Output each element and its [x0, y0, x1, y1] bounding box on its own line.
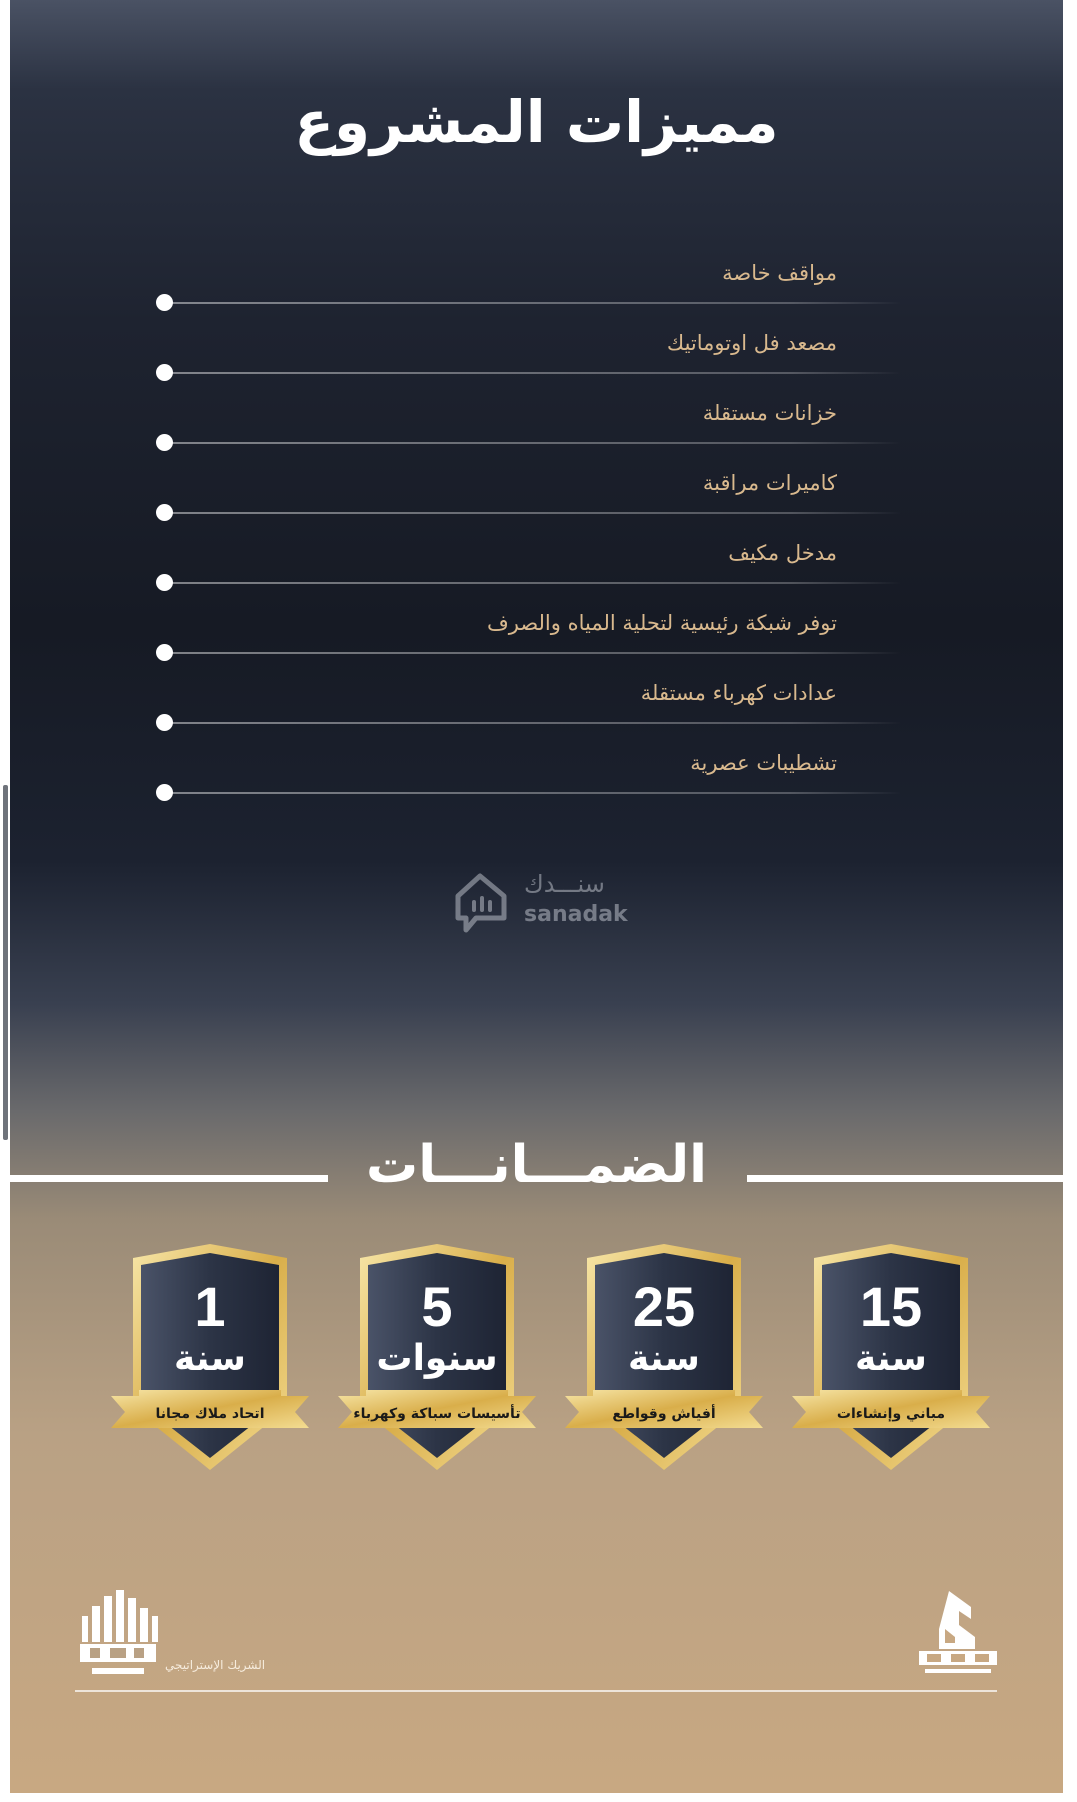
footer-divider	[75, 1690, 997, 1692]
watermark-latin: sanadak	[524, 902, 628, 927]
partner-caption: الشريك الإستراتيجي	[165, 1658, 266, 1672]
house-chat-icon	[452, 868, 512, 934]
badge-label: تأسيسات سباكة وكهرباء	[353, 1406, 521, 1422]
badge-label: أفياش وقواطع	[612, 1406, 716, 1422]
feature-label: مصعد فل اوتوماتيك	[666, 331, 837, 355]
badge-number: 25	[632, 1275, 696, 1338]
feature-label: كاميرات مراقبة	[702, 471, 837, 495]
bullet-dot	[156, 364, 173, 381]
bullet-dot	[156, 714, 173, 731]
feature-label: عدادات كهرباء مستقلة	[640, 681, 837, 705]
company-logo	[915, 1585, 1001, 1681]
feature-item	[10, 533, 1063, 603]
sanadak-watermark	[452, 868, 642, 938]
bullet-dot	[156, 504, 173, 521]
badge-number: 5	[421, 1275, 453, 1338]
badge-label: اتحاد ملاك مجانا	[155, 1406, 265, 1422]
bullet-dot	[156, 434, 173, 451]
guarantee-badge	[332, 1238, 542, 1478]
feature-item	[10, 393, 1063, 463]
feature-label: مواقف خاصة	[722, 261, 837, 285]
bullet-dot	[156, 644, 173, 661]
partner-logo	[76, 1588, 160, 1684]
badge-unit: سنة	[628, 1338, 700, 1379]
badge-number: 1	[194, 1275, 226, 1338]
guarantee-badge	[786, 1238, 996, 1478]
bullet-dot	[156, 574, 173, 591]
badge-number: 15	[859, 1275, 923, 1338]
feature-line	[166, 442, 901, 444]
feature-line	[166, 792, 901, 794]
feature-item	[10, 743, 1063, 813]
feature-line	[166, 652, 901, 654]
bullet-dot	[156, 294, 173, 311]
feature-line	[166, 722, 901, 724]
feature-label: تشطيبات عصرية	[690, 751, 837, 775]
guarantees-title: الضمـــانـــات	[366, 1135, 707, 1195]
feature-line	[166, 302, 901, 304]
feature-label: مدخل مكيف	[728, 541, 837, 565]
feature-item	[10, 323, 1063, 393]
feature-line	[166, 372, 901, 374]
badge-unit: سنة	[174, 1338, 246, 1379]
feature-item	[10, 463, 1063, 533]
feature-line	[166, 512, 901, 514]
feature-item	[10, 253, 1063, 323]
poster	[10, 0, 1063, 1793]
bullet-dot	[156, 784, 173, 801]
guarantee-badge	[559, 1238, 769, 1478]
page-title: مميزات المشروع	[294, 88, 779, 156]
feature-item	[10, 603, 1063, 673]
scroll-indicator[interactable]	[3, 785, 8, 1140]
watermark-arabic: سنـــدك	[524, 870, 605, 898]
badge-label: مباني وإنشاءات	[836, 1406, 946, 1422]
guarantee-badge	[105, 1238, 315, 1478]
feature-line	[166, 582, 901, 584]
feature-label: خزانات مستقلة	[702, 401, 837, 425]
feature-item	[10, 673, 1063, 743]
badge-unit: سنة	[855, 1338, 927, 1379]
badge-unit: سنوات	[376, 1338, 498, 1379]
feature-label: توفر شبكة رئيسية لتحلية المياه والصرف	[486, 611, 837, 635]
